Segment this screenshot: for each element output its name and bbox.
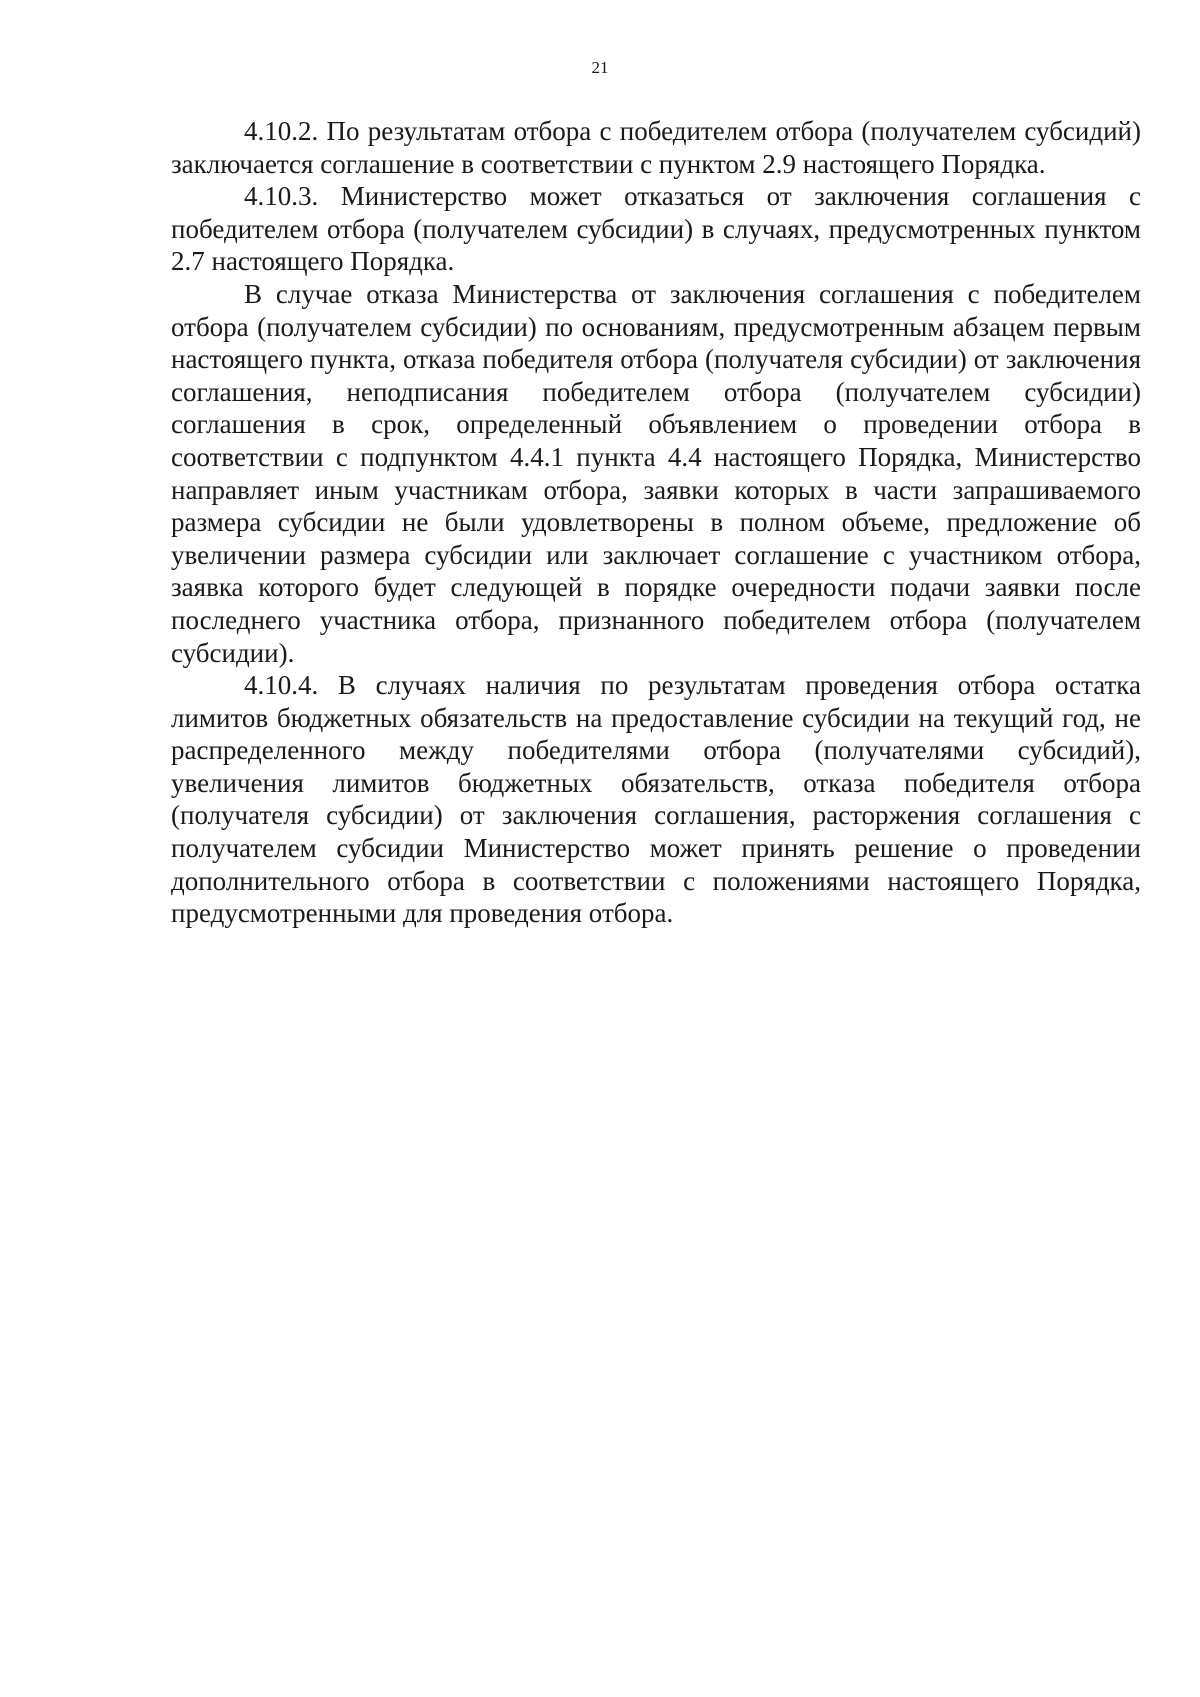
paragraph-refusal-case: В случае отказа Министерства от заключения соглашения с победителем отбора (получателем субсидии) по основаниям, предусмотренным абзацем первым настоящего пункта, отказа победителя отбора (получателя субсидии) от заключения соглашения, неподписания победителем отбора (получателем субсидии) соглашения в срок, определенный объявлением о проведении отбора в соответствии с подпунктом 4.4.1 пункта 4.4 настоящего Порядка, Министерство направляет иным участникам отбора, заявки которых в части запрашиваемого размера субсидии не были удовлетворены в полном объеме, предложение об увеличении размера субсидии или заключает соглашение с участником отбора, заявка которого будет следующей в порядке очередности подачи заявки после последнего участника отбора, признанного победителем отбора (получателем субсидии). [171, 278, 1141, 668]
paragraph-4-10-4: 4.10.4. В случаях наличия по результатам проведения отбора остатка лимитов бюджетных обязательств на предоставление субсидии на текущий год, не распределенного между победителями отбора (получателями субсидий), увеличения лимитов бюджетных обязательств, отказа победителя отбора (получателя субсидии) от заключения соглашения, расторжения соглашения с получателем субсидии Министерство может принять решение о проведении дополнительного отбора в соответствии с положениями настоящего Порядка, предусмотренными для проведения отбора. [171, 670, 1141, 929]
page-number: 21 [591, 58, 609, 77]
paragraph-4-10-3: 4.10.3. Министерство может отказаться от заключения соглашения с победителем отбора (получателем субсидии) в случаях, предусмотренных пунктом 2.7 настоящего Порядка. [171, 181, 1141, 277]
paragraph-4-10-2: 4.10.2. По результатам отбора с победителем отбора (получателем субсидий) заключается соглашение в соответствии с пунктом 2.9 настоящего Порядка. [171, 116, 1141, 179]
document-body [171, 115, 1141, 930]
